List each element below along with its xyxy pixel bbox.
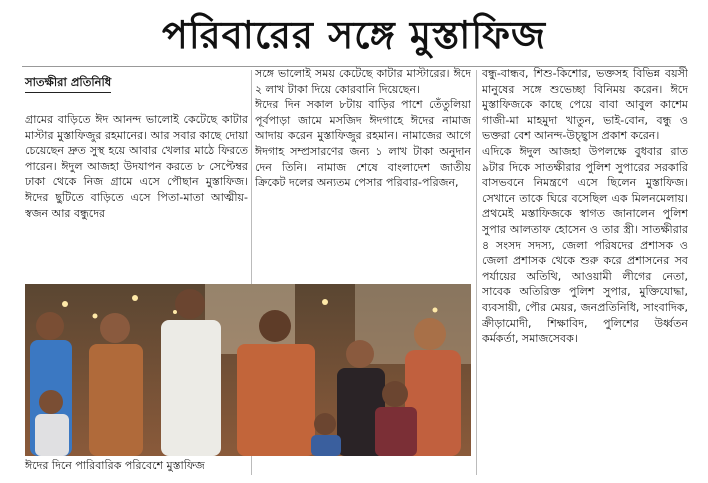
family-photo xyxy=(25,284,471,456)
article-column-2: সঙ্গে ভালোই সময় কেটেছে কাটার মাস্টারের। ঈদে ২ লাখ টাকা দিয়ে কোরবানি দিয়েছেন। ঈদের দিন সকাল ৮টায় বাড়ির পাশে তেঁতুলিয়া পূর্বপাড়া জামে মসজিদ ঈদগাহে ঈদের নামাজ আদায় করেন মুস্তাফিজুর রহমান। নামাজের আগে ঈদগাহ সম্প্রসারণের জন্য ১ লাখ টাকা অনুদান দেন তিনি। নামাজ শেষে বাংলাদেশ জাতীয় ক্রিকেট দলের অন্যতম পেসার পরিবার-পরিজন, xyxy=(255,67,471,190)
photo-caption: ঈদের দিনে পারিবারিক পরিবেশে মুস্তাফিজ xyxy=(25,459,205,472)
article-column-3: বন্ধু-বান্ধব, শিশু-কিশোর, ভক্তসহ বিভিন্ন বয়সী মানুষের সঙ্গে শুভেচ্ছা বিনিময় করেন। ঈদে মুস্তাফিজকে কাছে পেয়ে বাবা আবুল কাশেম গাজী-মা মাহমুদা খাতুন, ভাই-বোন, বন্ধু ও ভক্তরা বেশ আনন্দ-উচ্ছ্বাস প্রকাশ করেন। এদিকে ঈদুল আজহা উপলক্ষে বুধবার রাত ৯টার দিকে সাতক্ষীরার পুলিশ সুপারের সরকারি বাসভবনে নিমন্ত্রণে এসে ছিলেন মুস্তাফিজ। সেখানে তাকে ঘিরে বসেছিল এক মিলনমেলায়। প্রথমেই মস্তাফিজকে স্বাগত জানালেন পুলিশ সুপার আলতাফ হোসেন ও তার স্ত্রী। সাতক্ষীরার ৪ সংসদ সদস্য, জেলা পরিষদের প্রশাসক ও জেলা প্রশাসক থেকে শুরু করে প্রশাসনের সব পর্যায়ের অতিথি, আওয়ামী লীগের নেতা, সাবেক অতিরিক্ত পুলিশ সুপার, মুক্তিযোদ্ধা, ব্যবসায়ী, পৌর মেয়র, জনপ্রতিনিধি, সাংবাদিক, ক্রীড়ামোদী, শিক্ষাবিদ, পুলিশের উর্ধ্বতন কর্মকর্তা, সমাজসেবক। xyxy=(482,67,688,346)
headline: পরিবারের সঙ্গে মুস্তাফিজ xyxy=(162,13,546,57)
byline: সাতক্ষীরা প্রতিনিধি xyxy=(25,74,111,93)
column-divider xyxy=(476,70,477,475)
article-column-1: গ্রামের বাড়িতে ঈদ আনন্দ ভালোই কেটেছে কাটার মাস্টার মুস্তাফিজুর রহমানের। আর সবার কাছে দোয়া চেয়েছেন দ্রুত সুস্থ হয়ে আবার খেলার মাঠে ফিরতে পারেন। ঈদুল আজহা উদযাপন করতে ৮ সেপ্টেম্বর ঢাকা থেকে নিজ গ্রামে এসে পৌছান মুস্তাফিজ। ঈদের ছুটিতে বাড়িতে এসে পিতা-মাতা আত্মীয়-স্বজন আর বন্ধুদের xyxy=(25,113,248,220)
family-photo-illustration xyxy=(25,284,471,456)
